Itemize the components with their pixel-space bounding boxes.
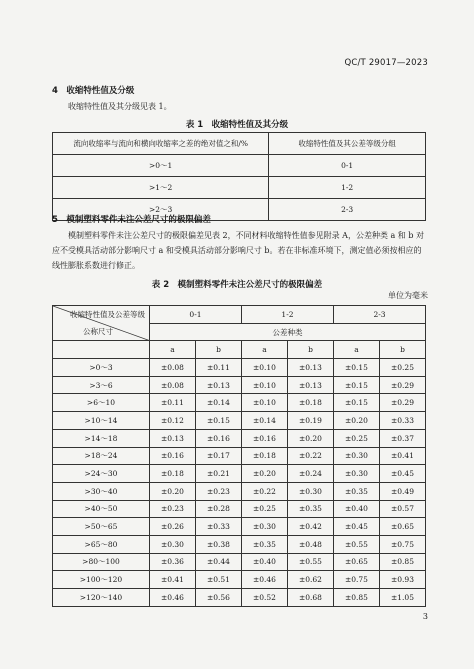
tolerance-type-header: 公差种类 [149, 323, 425, 341]
section-4-text: 收缩特性值及其分级见表 1。 [68, 102, 172, 111]
tolerance-cell: ±1.05 [379, 589, 425, 607]
tolerance-cell: ±0.30 [149, 535, 195, 553]
tolerance-cell: ±0.10 [241, 376, 287, 394]
tolerance-cell: ±0.25 [379, 359, 425, 377]
table-row [53, 394, 426, 412]
tolerance-cell: ±0.22 [241, 482, 287, 500]
tolerance-cell: ±0.28 [195, 500, 241, 518]
tolerance-cell: ±0.35 [333, 482, 379, 500]
section-5-text: 模制塑料零件未注公差尺寸的极限偏差见表 2，不同材料收缩特性值参见附录 A，公差种类 a 和 b 对应不受模具活动部分影响尺寸 a 和受模具活动部分影响尺寸 b。若在非标准环境下，测定值必须按相应的线性膨胀系数进行修正。 [52, 231, 425, 270]
subcol-header: a [241, 341, 287, 359]
tolerance-cell: ±0.40 [241, 553, 287, 571]
table-cell: >0～1 [53, 155, 269, 177]
tolerance-cell: ±0.16 [149, 447, 195, 465]
tolerance-cell: ±0.38 [195, 535, 241, 553]
size-range-cell: >0～3 [53, 359, 150, 377]
grade-label: 收缩特性值及公差等级 [69, 310, 145, 319]
tolerance-cell: ±0.35 [241, 535, 287, 553]
tolerance-cell: ±0.26 [149, 518, 195, 536]
tolerance-cell: ±0.14 [195, 394, 241, 412]
size-range-cell: >3～6 [53, 376, 150, 394]
table-row [53, 571, 426, 589]
tolerance-cell: ±0.10 [241, 359, 287, 377]
tolerance-cell: ±0.11 [149, 394, 195, 412]
tolerance-cell: ±0.15 [195, 412, 241, 430]
tolerance-cell: ±0.40 [333, 500, 379, 518]
subcol-header: b [195, 341, 241, 359]
table-row [53, 518, 426, 536]
tolerance-cell: ±0.15 [333, 394, 379, 412]
size-range-cell: >24～30 [53, 465, 150, 483]
tolerance-cell: ±0.11 [195, 359, 241, 377]
tolerance-cell: ±0.48 [287, 535, 333, 553]
diagonal-header-cell [53, 306, 150, 341]
tolerance-cell: ±0.57 [379, 500, 425, 518]
tolerance-cell: ±0.24 [287, 465, 333, 483]
tolerance-cell: ±0.13 [287, 359, 333, 377]
table-row [53, 376, 426, 394]
table-cell: 0-1 [269, 155, 426, 177]
table-row [53, 465, 426, 483]
tolerance-cell: ±0.12 [149, 412, 195, 430]
table-1 [52, 132, 426, 221]
tolerance-cell: ±0.75 [379, 535, 425, 553]
table-row [53, 482, 426, 500]
tolerance-cell: ±0.18 [287, 394, 333, 412]
tolerance-cell: ±0.93 [379, 571, 425, 589]
tolerance-cell: ±0.18 [149, 465, 195, 483]
subcol-header: a [333, 341, 379, 359]
tolerance-cell: ±0.33 [195, 518, 241, 536]
grade-header: 0-1 [149, 306, 241, 324]
tolerance-cell: ±0.20 [241, 465, 287, 483]
tolerance-cell: ±0.22 [287, 447, 333, 465]
size-range-cell: >18～24 [53, 447, 150, 465]
table-1-caption: 表 1 收缩特性值及其分级 [185, 120, 289, 130]
tolerance-cell: ±0.55 [287, 553, 333, 571]
tolerance-cell: ±0.85 [333, 589, 379, 607]
section-5-heading: 5 模制塑料零件未注公差尺寸的极限偏差 [52, 215, 211, 225]
tolerance-cell: ±0.45 [333, 518, 379, 536]
tolerance-cell: ±0.42 [287, 518, 333, 536]
size-range-cell: >30～40 [53, 482, 150, 500]
table-header-row [53, 306, 426, 324]
tolerance-cell: ±0.33 [379, 412, 425, 430]
table-row [53, 155, 426, 177]
tolerance-cell: ±0.23 [195, 482, 241, 500]
tolerance-cell: ±0.68 [287, 589, 333, 607]
size-range-cell: >50～65 [53, 518, 150, 536]
table-row [53, 535, 426, 553]
section-4-heading: 4 收缩特性值及分级 [52, 86, 135, 96]
tolerance-cell: ±0.17 [195, 447, 241, 465]
tolerance-cell: ±0.49 [379, 482, 425, 500]
tolerance-cell: ±0.52 [241, 589, 287, 607]
tolerance-cell: ±0.45 [379, 465, 425, 483]
tolerance-cell: ±0.85 [379, 553, 425, 571]
subcol-header: a [149, 341, 195, 359]
tolerance-cell: ±0.16 [241, 429, 287, 447]
tolerance-cell: ±0.14 [241, 412, 287, 430]
tolerance-cell: ±0.65 [333, 553, 379, 571]
table-row [53, 359, 426, 377]
tolerance-cell: ±0.20 [149, 482, 195, 500]
size-range-cell: >14～18 [53, 429, 150, 447]
size-range-cell: >120～140 [53, 589, 150, 607]
tolerance-cell: ±0.41 [149, 571, 195, 589]
table-row [53, 500, 426, 518]
table-row [53, 412, 426, 430]
table-header-row [53, 133, 426, 155]
tolerance-cell: ±0.23 [149, 500, 195, 518]
tolerance-cell: ±0.20 [287, 429, 333, 447]
size-range-cell: >40～50 [53, 500, 150, 518]
tolerance-cell: ±0.35 [287, 500, 333, 518]
tolerance-cell: ±0.20 [333, 412, 379, 430]
tolerance-cell: ±0.19 [287, 412, 333, 430]
table-header-cell: 流向收缩率与流向和横向收缩率之差的绝对值之和/% [53, 133, 269, 155]
tolerance-cell: ±0.25 [333, 429, 379, 447]
table-2-body [53, 359, 426, 607]
size-range-cell: >100～120 [53, 571, 150, 589]
tolerance-cell: ±0.44 [195, 553, 241, 571]
subcol-header: b [379, 341, 425, 359]
table-header-cell: 收缩特性值及其公差等级分组 [269, 133, 426, 155]
tolerance-cell: ±0.29 [379, 394, 425, 412]
tolerance-cell: ±0.37 [379, 429, 425, 447]
subcol-header-row [53, 341, 426, 359]
tolerance-cell: ±0.13 [287, 376, 333, 394]
table-cell: >1～2 [53, 177, 269, 199]
size-range-cell: >10～14 [53, 412, 150, 430]
tolerance-cell: ±0.56 [195, 589, 241, 607]
tolerance-cell: ±0.65 [379, 518, 425, 536]
table-2-caption: 表 2 模制塑料零件未注公差尺寸的极限偏差 [151, 280, 323, 290]
tolerance-cell: ±0.15 [333, 376, 379, 394]
tolerance-cell: ±0.41 [379, 447, 425, 465]
tolerance-cell: ±0.10 [241, 394, 287, 412]
table-row [53, 447, 426, 465]
page-number: 3 [422, 612, 428, 621]
table-cell: 2-3 [269, 199, 426, 221]
table-cell: 1-2 [269, 177, 426, 199]
tolerance-cell: ±0.25 [241, 500, 287, 518]
tolerance-cell: ±0.46 [241, 571, 287, 589]
tolerance-cell: ±0.08 [149, 359, 195, 377]
standard-number: QC/T 29017—2023 [344, 58, 428, 68]
tolerance-cell: ±0.13 [195, 376, 241, 394]
tolerance-cell: ±0.36 [149, 553, 195, 571]
tolerance-cell: ±0.62 [287, 571, 333, 589]
unit-label: 单位为毫米 [388, 291, 428, 300]
table-row [53, 177, 426, 199]
tolerance-cell: ±0.51 [195, 571, 241, 589]
tolerance-cell: ±0.08 [149, 376, 195, 394]
table-cell: >2～3 [53, 199, 269, 221]
tolerance-cell: ±0.30 [287, 482, 333, 500]
table-row [53, 553, 426, 571]
tolerance-cell: ±0.15 [333, 359, 379, 377]
tolerance-cell: ±0.16 [195, 429, 241, 447]
tolerance-cell: ±0.30 [241, 518, 287, 536]
tolerance-cell: ±0.30 [333, 465, 379, 483]
table-cell [53, 341, 150, 359]
tolerance-cell: ±0.29 [379, 376, 425, 394]
tolerance-cell: ±0.18 [241, 447, 287, 465]
tolerance-cell: ±0.75 [333, 571, 379, 589]
tolerance-cell: ±0.21 [195, 465, 241, 483]
tolerance-cell: ±0.13 [149, 429, 195, 447]
tolerance-cell: ±0.46 [149, 589, 195, 607]
size-range-cell: >65～80 [53, 535, 150, 553]
size-label: 公称尺寸 [83, 327, 113, 337]
tolerance-cell: ±0.30 [333, 447, 379, 465]
size-range-cell: >6～10 [53, 394, 150, 412]
size-range-cell: >80～100 [53, 553, 150, 571]
table-row [53, 589, 426, 607]
grade-header: 2-3 [333, 306, 425, 324]
subcol-header: b [287, 341, 333, 359]
tolerance-cell: ±0.55 [333, 535, 379, 553]
table-2 [52, 305, 426, 607]
grade-header: 1-2 [241, 306, 333, 324]
table-row [53, 429, 426, 447]
